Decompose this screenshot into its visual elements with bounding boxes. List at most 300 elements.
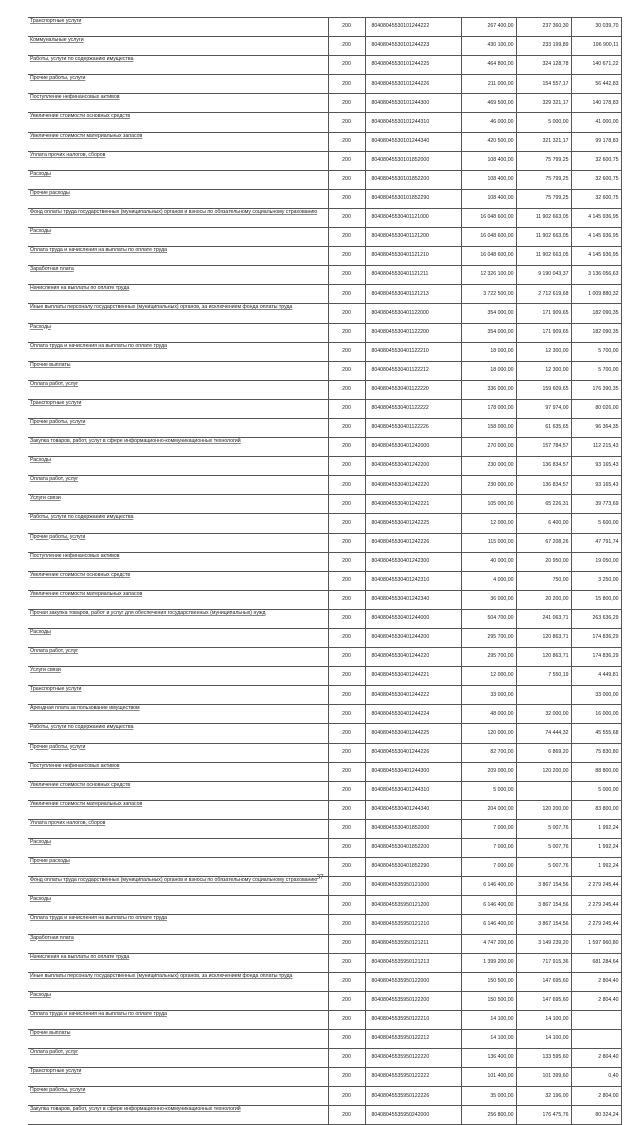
line-code: 200 bbox=[328, 590, 365, 609]
unexecuted-amount: 2 279 245,44 bbox=[571, 896, 621, 915]
line-code: 200 bbox=[328, 1049, 365, 1068]
executed-amount: 133 595,60 bbox=[516, 1049, 571, 1068]
executed-amount: 321 321,17 bbox=[516, 132, 571, 151]
budget-classification-code: 80408045530101244340 bbox=[365, 132, 461, 151]
budget-classification-code: 80408045530401122212 bbox=[365, 361, 461, 380]
executed-amount: 32 196,00 bbox=[516, 1087, 571, 1106]
unexecuted-amount: 1 992,24 bbox=[571, 858, 621, 877]
approved-amount: 336 000,00 bbox=[461, 380, 516, 399]
approved-amount: 7 000,00 bbox=[461, 858, 516, 877]
unexecuted-amount: 4 145 936,95 bbox=[571, 208, 621, 227]
line-item-name bbox=[28, 972, 328, 991]
unexecuted-amount: 196 900,11 bbox=[571, 37, 621, 56]
budget-classification-code: 80408045530401121200 bbox=[365, 228, 461, 247]
unexecuted-amount: 174 836,29 bbox=[571, 648, 621, 667]
table-row bbox=[28, 953, 621, 972]
budget-classification-code: 80408045530401121000 bbox=[365, 208, 461, 227]
table-row bbox=[28, 571, 621, 590]
line-code: 200 bbox=[328, 915, 365, 934]
table-row bbox=[28, 705, 621, 724]
line-code: 200 bbox=[328, 896, 365, 915]
executed-amount: 9 190 043,37 bbox=[516, 266, 571, 285]
executed-amount: 75 799,25 bbox=[516, 151, 571, 170]
executed-amount: 237 360,30 bbox=[516, 18, 571, 37]
line-code: 200 bbox=[328, 1068, 365, 1087]
unexecuted-amount: 2 804,00 bbox=[571, 1087, 621, 1106]
unexecuted-amount: 0,40 bbox=[571, 1068, 621, 1087]
approved-amount: 204 000,00 bbox=[461, 800, 516, 819]
table-row bbox=[28, 609, 621, 628]
budget-classification-code: 80408045530401244200 bbox=[365, 629, 461, 648]
approved-amount: 6 146 400,00 bbox=[461, 877, 516, 896]
approved-amount: 354 000,00 bbox=[461, 323, 516, 342]
line-code: 200 bbox=[328, 132, 365, 151]
line-code: 200 bbox=[328, 1106, 365, 1125]
approved-amount: 136 400,00 bbox=[461, 1049, 516, 1068]
table-row bbox=[28, 781, 621, 800]
executed-amount: 329 321,17 bbox=[516, 94, 571, 113]
line-code: 200 bbox=[328, 743, 365, 762]
unexecuted-amount: 4 145 936,95 bbox=[571, 228, 621, 247]
unexecuted-amount: 2 804,40 bbox=[571, 991, 621, 1010]
unexecuted-amount: 1 597 960,80 bbox=[571, 934, 621, 953]
line-item-label: Прочие работы, услуги bbox=[30, 75, 86, 82]
approved-amount: 211 000,00 bbox=[461, 75, 516, 94]
line-code: 200 bbox=[328, 113, 365, 132]
line-item-label: Транспортные услуги bbox=[30, 399, 82, 406]
unexecuted-amount: 88 800,00 bbox=[571, 762, 621, 781]
approved-amount: 16 048 600,00 bbox=[461, 228, 516, 247]
line-item-name bbox=[28, 705, 328, 724]
line-item-label: Оплата труда и начисления на выплаты по оплате труда bbox=[30, 915, 167, 922]
budget-classification-code: 80408045530401244000 bbox=[365, 609, 461, 628]
executed-amount: 75 799,25 bbox=[516, 170, 571, 189]
line-code: 200 bbox=[328, 418, 365, 437]
budget-classification-code: 80408045530101852200 bbox=[365, 170, 461, 189]
line-item-label: Расходы bbox=[30, 991, 51, 998]
line-item-name bbox=[28, 609, 328, 628]
executed-amount: 136 834,57 bbox=[516, 457, 571, 476]
budget-classification-code: 80408045530401852290 bbox=[365, 858, 461, 877]
table-row bbox=[28, 648, 621, 667]
table-row bbox=[28, 590, 621, 609]
budget-classification-code: 80408045530401122222 bbox=[365, 399, 461, 418]
line-item-label: Оплата труда и начисления на выплаты по оплате труда bbox=[30, 247, 167, 254]
line-code: 200 bbox=[328, 266, 365, 285]
approved-amount: 18 000,00 bbox=[461, 361, 516, 380]
unexecuted-amount: 99 178,83 bbox=[571, 132, 621, 151]
line-code: 200 bbox=[328, 934, 365, 953]
approved-amount: 108 400,00 bbox=[461, 170, 516, 189]
budget-classification-code: 80408045530401244310 bbox=[365, 781, 461, 800]
line-item-name bbox=[28, 151, 328, 170]
table-row bbox=[28, 457, 621, 476]
line-item-name bbox=[28, 629, 328, 648]
budget-classification-code: 80408045530401121210 bbox=[365, 247, 461, 266]
table-row bbox=[28, 686, 621, 705]
line-item-label: Закупка товаров, работ, услуг в сфере информационно-коммуникационных технологий bbox=[30, 1106, 241, 1113]
unexecuted-amount bbox=[571, 1010, 621, 1029]
approved-amount: 16 048 600,00 bbox=[461, 247, 516, 266]
approved-amount: 464 800,00 bbox=[461, 56, 516, 75]
executed-amount: 74 444,32 bbox=[516, 724, 571, 743]
line-item-name bbox=[28, 953, 328, 972]
line-item-name bbox=[28, 189, 328, 208]
line-item-label: Расходы bbox=[30, 323, 51, 330]
approved-amount: 1 399 200,00 bbox=[461, 953, 516, 972]
table-row bbox=[28, 991, 621, 1010]
approved-amount: 82 700,00 bbox=[461, 743, 516, 762]
line-item-name bbox=[28, 457, 328, 476]
executed-amount: 3 867 154,56 bbox=[516, 915, 571, 934]
unexecuted-amount: 33 000,00 bbox=[571, 686, 621, 705]
approved-amount: 12 326 100,00 bbox=[461, 266, 516, 285]
line-code: 200 bbox=[328, 1029, 365, 1048]
unexecuted-amount: 174 836,29 bbox=[571, 629, 621, 648]
executed-amount: 157 784,57 bbox=[516, 438, 571, 457]
table-row bbox=[28, 972, 621, 991]
line-code: 200 bbox=[328, 189, 365, 208]
line-item-name bbox=[28, 819, 328, 838]
budget-classification-code: 80408045530401242221 bbox=[365, 495, 461, 514]
table-row bbox=[28, 1010, 621, 1029]
line-item-label: Услуги связи bbox=[30, 495, 61, 502]
line-code: 200 bbox=[328, 208, 365, 227]
line-item-label: Расходы bbox=[30, 839, 51, 846]
budget-classification-code: 80408045530401852200 bbox=[365, 839, 461, 858]
unexecuted-amount: 4 449,81 bbox=[571, 667, 621, 686]
line-code: 200 bbox=[328, 877, 365, 896]
budget-classification-code: 80408045535950122200 bbox=[365, 991, 461, 1010]
line-item-label: Оплата работ, услуг bbox=[30, 1049, 79, 1056]
budget-classification-code: 80408045530401244225 bbox=[365, 724, 461, 743]
approved-amount: 105 000,00 bbox=[461, 495, 516, 514]
line-item-label: Заработная плата bbox=[30, 934, 74, 941]
approved-amount: 267 400,00 bbox=[461, 18, 516, 37]
line-code: 200 bbox=[328, 94, 365, 113]
unexecuted-amount: 96 364,35 bbox=[571, 418, 621, 437]
line-item-name bbox=[28, 686, 328, 705]
line-code: 200 bbox=[328, 285, 365, 304]
executed-amount: 20 200,00 bbox=[516, 590, 571, 609]
budget-classification-code: 80408045530401242300 bbox=[365, 552, 461, 571]
line-code: 200 bbox=[328, 457, 365, 476]
line-item-name bbox=[28, 590, 328, 609]
executed-amount: 32 000,00 bbox=[516, 705, 571, 724]
line-item-label: Прочая закупка товаров, работ и услуг для обеспечения государственных (муниципальных) нужд bbox=[30, 609, 266, 616]
table-row bbox=[28, 94, 621, 113]
executed-amount: 97 974,00 bbox=[516, 399, 571, 418]
line-code: 200 bbox=[328, 37, 365, 56]
line-item-label: Начисления на выплаты по оплате труда bbox=[30, 285, 130, 292]
budget-classification-code: 80408045530401852000 bbox=[365, 819, 461, 838]
executed-amount: 120 863,71 bbox=[516, 648, 571, 667]
executed-amount: 20 950,00 bbox=[516, 552, 571, 571]
approved-amount: 420 500,00 bbox=[461, 132, 516, 151]
unexecuted-amount: 182 090,35 bbox=[571, 323, 621, 342]
line-item-label: Прочие выплаты bbox=[30, 1029, 71, 1036]
line-item-name bbox=[28, 1068, 328, 1087]
budget-classification-code: 80408045530101244222 bbox=[365, 18, 461, 37]
executed-amount bbox=[516, 781, 571, 800]
approved-amount: 12 000,00 bbox=[461, 667, 516, 686]
line-item-name bbox=[28, 839, 328, 858]
unexecuted-amount: 80 026,00 bbox=[571, 399, 621, 418]
budget-classification-code: 80408045530401242000 bbox=[365, 438, 461, 457]
line-item-label: Работы, услуги по содержанию имущества bbox=[30, 514, 134, 521]
line-item-label: Расходы bbox=[30, 457, 51, 464]
executed-amount: 11 902 663,05 bbox=[516, 228, 571, 247]
line-item-label: Работы, услуги по содержанию имущества bbox=[30, 56, 134, 63]
executed-amount: 120 200,00 bbox=[516, 762, 571, 781]
line-item-name bbox=[28, 533, 328, 552]
budget-classification-code: 80408045530401242200 bbox=[365, 457, 461, 476]
approved-amount: 158 000,00 bbox=[461, 418, 516, 437]
table-row bbox=[28, 533, 621, 552]
line-item-label: Прочие работы, услуги bbox=[30, 743, 86, 750]
budget-classification-code: 80408045530101852000 bbox=[365, 151, 461, 170]
line-item-name bbox=[28, 170, 328, 189]
budget-classification-code: 80408045530101244223 bbox=[365, 37, 461, 56]
line-item-label: Расходы bbox=[30, 896, 51, 903]
unexecuted-amount: 32 600,75 bbox=[571, 151, 621, 170]
line-item-name bbox=[28, 991, 328, 1010]
line-item-label: Уплата прочих налогов, сборов bbox=[30, 819, 106, 826]
line-code: 200 bbox=[328, 648, 365, 667]
line-code: 200 bbox=[328, 342, 365, 361]
approved-amount: 108 400,00 bbox=[461, 151, 516, 170]
unexecuted-amount: 112 215,43 bbox=[571, 438, 621, 457]
table-row bbox=[28, 1106, 621, 1125]
unexecuted-amount: 681 284,64 bbox=[571, 953, 621, 972]
executed-amount: 717 915,36 bbox=[516, 953, 571, 972]
approved-amount: 178 000,00 bbox=[461, 399, 516, 418]
line-item-label: Увеличение стоимости основных средств bbox=[30, 781, 131, 788]
table-row bbox=[28, 380, 621, 399]
budget-classification-code: 80408045535950121000 bbox=[365, 877, 461, 896]
budget-classification-code: 80408045530401244226 bbox=[365, 743, 461, 762]
line-item-label: Закупка товаров, работ, услуг в сфере информационно-коммуникационных технологий bbox=[30, 438, 241, 445]
executed-amount: 5 007,76 bbox=[516, 839, 571, 858]
table-row bbox=[28, 839, 621, 858]
line-item-name bbox=[28, 380, 328, 399]
executed-amount: 6 869,20 bbox=[516, 743, 571, 762]
budget-classification-code: 80408045530401244224 bbox=[365, 705, 461, 724]
budget-report-sheet bbox=[28, 17, 621, 1125]
executed-amount: 7 550,19 bbox=[516, 667, 571, 686]
executed-amount: 5 000,00 bbox=[516, 113, 571, 132]
unexecuted-amount: 39 773,69 bbox=[571, 495, 621, 514]
line-item-label: Оплата труда и начисления на выплаты по оплате труда bbox=[30, 342, 167, 349]
line-item-name bbox=[28, 800, 328, 819]
line-item-label: Поступление нефинансовых активов bbox=[30, 552, 120, 559]
line-code: 200 bbox=[328, 609, 365, 628]
budget-classification-code: 80408045530101244300 bbox=[365, 94, 461, 113]
executed-amount: 3 149 239,20 bbox=[516, 934, 571, 953]
line-item-name bbox=[28, 438, 328, 457]
line-code: 200 bbox=[328, 819, 365, 838]
line-item-name bbox=[28, 37, 328, 56]
table-row bbox=[28, 247, 621, 266]
table-row bbox=[28, 418, 621, 437]
table-row bbox=[28, 915, 621, 934]
line-item-name bbox=[28, 1106, 328, 1125]
line-code: 200 bbox=[328, 667, 365, 686]
budget-classification-code: 80408045535950122210 bbox=[365, 1010, 461, 1029]
approved-amount: 150 500,00 bbox=[461, 991, 516, 1010]
line-item-label: Транспортные услуги bbox=[30, 1068, 82, 1075]
executed-amount: 12 300,00 bbox=[516, 361, 571, 380]
line-item-label: Начисления на выплаты по оплате труда bbox=[30, 953, 130, 960]
unexecuted-amount: 32 600,75 bbox=[571, 189, 621, 208]
unexecuted-amount: 16 000,00 bbox=[571, 705, 621, 724]
budget-classification-code: 80408045535950122222 bbox=[365, 1068, 461, 1087]
budget-classification-code: 80408045535950121210 bbox=[365, 915, 461, 934]
unexecuted-amount: 45 555,68 bbox=[571, 724, 621, 743]
line-item-name bbox=[28, 514, 328, 533]
unexecuted-amount: 5 000,00 bbox=[571, 781, 621, 800]
approved-amount: 295 700,00 bbox=[461, 648, 516, 667]
line-code: 200 bbox=[328, 705, 365, 724]
budget-classification-code: 80408045535950121211 bbox=[365, 934, 461, 953]
approved-amount: 36 000,00 bbox=[461, 590, 516, 609]
table-row bbox=[28, 476, 621, 495]
line-item-label: Оплата работ, услуг bbox=[30, 380, 79, 387]
line-code: 200 bbox=[328, 380, 365, 399]
executed-amount: 75 799,25 bbox=[516, 189, 571, 208]
executed-amount: 12 300,00 bbox=[516, 342, 571, 361]
executed-amount: 6 400,00 bbox=[516, 514, 571, 533]
budget-classification-code: 80408045530101244310 bbox=[365, 113, 461, 132]
approved-amount: 40 000,00 bbox=[461, 552, 516, 571]
line-item-name bbox=[28, 476, 328, 495]
budget-classification-code: 80408045530401244222 bbox=[365, 686, 461, 705]
table-row bbox=[28, 170, 621, 189]
line-code: 200 bbox=[328, 476, 365, 495]
line-item-label: Расходы bbox=[30, 228, 51, 235]
budget-classification-code: 80408045535950122226 bbox=[365, 1087, 461, 1106]
budget-classification-code: 80408045530401244340 bbox=[365, 800, 461, 819]
budget-classification-code: 80408045530401121211 bbox=[365, 266, 461, 285]
line-item-name bbox=[28, 1049, 328, 1068]
table-row bbox=[28, 495, 621, 514]
executed-amount: 324 128,78 bbox=[516, 56, 571, 75]
line-item-name bbox=[28, 781, 328, 800]
table-row bbox=[28, 285, 621, 304]
executed-amount: 5 007,76 bbox=[516, 819, 571, 838]
unexecuted-amount: 5 600,00 bbox=[571, 514, 621, 533]
line-code: 200 bbox=[328, 800, 365, 819]
line-code: 200 bbox=[328, 839, 365, 858]
unexecuted-amount: 19 050,00 bbox=[571, 552, 621, 571]
table-row bbox=[28, 228, 621, 247]
line-item-label: Увеличение стоимости материальных запасов bbox=[30, 590, 143, 597]
budget-classification-code: 80408045535950121213 bbox=[365, 953, 461, 972]
approved-amount: 469 500,00 bbox=[461, 94, 516, 113]
line-item-name bbox=[28, 18, 328, 37]
line-item-name bbox=[28, 342, 328, 361]
line-item-name bbox=[28, 285, 328, 304]
unexecuted-amount: 2 279 245,44 bbox=[571, 915, 621, 934]
line-item-label: Расходы bbox=[30, 629, 51, 635]
executed-amount: 147 695,60 bbox=[516, 972, 571, 991]
line-item-label: Транспортные услуги bbox=[30, 686, 82, 693]
table-row bbox=[28, 304, 621, 323]
executed-amount: 154 557,17 bbox=[516, 75, 571, 94]
unexecuted-amount: 263 636,29 bbox=[571, 609, 621, 628]
line-item-name bbox=[28, 648, 328, 667]
unexecuted-amount: 2 804,40 bbox=[571, 972, 621, 991]
line-code: 200 bbox=[328, 953, 365, 972]
table-row bbox=[28, 18, 621, 37]
budget-classification-code: 80408045535950122000 bbox=[365, 972, 461, 991]
table-row bbox=[28, 819, 621, 838]
approved-amount: 4 747 200,00 bbox=[461, 934, 516, 953]
executed-amount: 67 208,26 bbox=[516, 533, 571, 552]
line-code: 200 bbox=[328, 56, 365, 75]
line-item-name bbox=[28, 304, 328, 323]
approved-amount: 270 000,00 bbox=[461, 438, 516, 457]
approved-amount: 230 000,00 bbox=[461, 476, 516, 495]
unexecuted-amount: 5 700,00 bbox=[571, 361, 621, 380]
line-item-name bbox=[28, 1010, 328, 1029]
approved-amount: 7 000,00 bbox=[461, 839, 516, 858]
budget-classification-code: 80408045530401244300 bbox=[365, 762, 461, 781]
line-code: 200 bbox=[328, 304, 365, 323]
unexecuted-amount: 1 992,24 bbox=[571, 819, 621, 838]
line-item-label: Работы, услуги по содержанию имущества bbox=[30, 724, 134, 731]
line-code: 200 bbox=[328, 724, 365, 743]
line-item-label: Фонд оплаты труда государственных (муниципальных) органов и взносы по обязательному социальному страхованию bbox=[30, 877, 318, 884]
executed-amount: 14 100,00 bbox=[516, 1010, 571, 1029]
executed-amount: 171 909,65 bbox=[516, 304, 571, 323]
budget-classification-code: 80408045530401121213 bbox=[365, 285, 461, 304]
line-code: 200 bbox=[328, 781, 365, 800]
table-row bbox=[28, 151, 621, 170]
executed-amount bbox=[516, 686, 571, 705]
line-item-label: Увеличение стоимости материальных запасов bbox=[30, 800, 143, 807]
line-item-label: Фонд оплаты труда государственных (муниципальных) органов и взносы по обязательному социальному страхованию bbox=[30, 208, 318, 215]
line-item-label: Прочие выплаты bbox=[30, 361, 71, 368]
line-code: 200 bbox=[328, 361, 365, 380]
line-item-label: Прочие работы, услуги bbox=[30, 418, 86, 425]
approved-amount: 12 000,00 bbox=[461, 514, 516, 533]
approved-amount: 48 000,00 bbox=[461, 705, 516, 724]
line-item-name bbox=[28, 247, 328, 266]
line-item-name bbox=[28, 762, 328, 781]
approved-amount: 504 700,00 bbox=[461, 609, 516, 628]
approved-amount: 6 146 400,00 bbox=[461, 915, 516, 934]
line-item-label: Уплата прочих налогов, сборов bbox=[30, 151, 106, 158]
executed-amount: 11 902 663,05 bbox=[516, 247, 571, 266]
approved-amount: 16 048 600,00 bbox=[461, 208, 516, 227]
budget-classification-code: 80408045530401122220 bbox=[365, 380, 461, 399]
line-item-label: Расходы bbox=[30, 170, 51, 177]
table-row bbox=[28, 552, 621, 571]
executed-amount: 750,00 bbox=[516, 571, 571, 590]
line-item-label: Поступление нефинансовых активов bbox=[30, 762, 120, 769]
line-item-name bbox=[28, 132, 328, 151]
approved-amount: 46 000,00 bbox=[461, 113, 516, 132]
approved-amount: 5 000,00 bbox=[461, 781, 516, 800]
approved-amount: 7 000,00 bbox=[461, 819, 516, 838]
executed-amount: 3 867 154,56 bbox=[516, 877, 571, 896]
line-item-label: Иные выплаты персоналу государственных (муниципальных) органов, за исключением фонда оплаты труда bbox=[30, 304, 293, 311]
line-item-name bbox=[28, 323, 328, 342]
unexecuted-amount: 75 830,80 bbox=[571, 743, 621, 762]
line-item-label: Арендная плата за пользование имуществом bbox=[30, 705, 140, 712]
unexecuted-amount: 93 165,43 bbox=[571, 457, 621, 476]
